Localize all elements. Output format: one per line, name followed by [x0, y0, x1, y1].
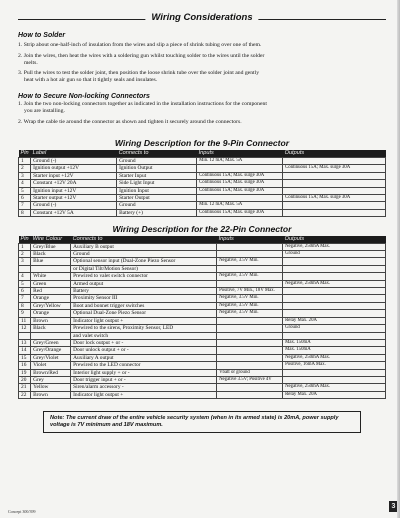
- cell-connects: Battery: [71, 288, 217, 295]
- cell-outputs: [283, 209, 386, 216]
- title-bar: [18, 12, 386, 26]
- cell-inputs: [217, 265, 283, 272]
- cell-outputs: Negative, 250mA Max.: [283, 384, 386, 391]
- cell-pin: 12: [19, 325, 31, 332]
- cell-label: Grey/Blue: [31, 243, 71, 250]
- cell-connects: Siren/alarm accessory -: [71, 384, 217, 391]
- cell-label: Black: [31, 251, 71, 258]
- cell-outputs: [283, 258, 386, 265]
- cell-pin: 3: [19, 172, 31, 179]
- cell-outputs: Relay Max. 20A: [283, 317, 386, 324]
- cell-label: Constant +12V 20A: [31, 180, 117, 187]
- cell-connects: Battery (+): [117, 209, 197, 216]
- table-9pin-header: [19, 150, 386, 157]
- cell-pin: 14: [19, 347, 31, 354]
- table-row: [19, 194, 386, 201]
- cell-inputs: Negative, 3.5V Min.: [217, 295, 283, 302]
- connectors-heading: How to Secure Non-locking Connectors: [18, 92, 150, 100]
- cell-label: Grey: [31, 376, 71, 383]
- cell-pin: 9: [19, 310, 31, 317]
- cell-label: Grey/Violet: [31, 354, 71, 361]
- cell-inputs: Vbatt or ground: [217, 369, 283, 376]
- table-9pin-title: Wiring Description for the 9-Pin Connector: [114, 138, 290, 149]
- cell-pin: [19, 265, 31, 272]
- cell-inputs: [197, 165, 283, 172]
- cell-connects: Proximity Sensor III: [71, 295, 217, 302]
- cell-outputs: Negative, 250mA Max.: [283, 280, 386, 287]
- cell-inputs: [217, 325, 283, 332]
- cell-inputs: [197, 194, 283, 201]
- cell-pin: 6: [19, 288, 31, 295]
- cell-label: Black: [31, 325, 71, 332]
- cell-outputs: [283, 310, 386, 317]
- table-row: [19, 180, 386, 187]
- cell-outputs: [283, 295, 386, 302]
- cell-label: Ground (-): [31, 157, 117, 164]
- cell-inputs: Continuous 15A; Max. surge 30A: [197, 172, 283, 179]
- cell-inputs: [217, 339, 283, 346]
- table-row: [19, 369, 386, 376]
- cell-connects: Starter Output: [117, 194, 197, 201]
- cell-connects: Ground: [117, 157, 197, 164]
- table-row: [19, 391, 386, 398]
- cell-inputs: [217, 362, 283, 369]
- cell-label: Green: [31, 280, 71, 287]
- table-row: [19, 280, 386, 287]
- cell-connects: or Digital Tilt/Motion Sensor): [71, 265, 217, 272]
- cell-pin: 7: [19, 202, 31, 209]
- cell-connects: Ground: [117, 202, 197, 209]
- cell-outputs: [283, 157, 386, 164]
- table-row: [19, 258, 386, 265]
- cell-label: Orange: [31, 295, 71, 302]
- cell-label: Blue: [31, 258, 71, 265]
- cell-outputs: Negative, 250mA Max.: [283, 243, 386, 250]
- cell-connects: Armed output: [71, 280, 217, 287]
- cell-inputs: [217, 280, 283, 287]
- cell-pin: 5: [19, 280, 31, 287]
- cell-connects: Ground: [71, 251, 217, 258]
- cell-connects: Optional sensor input (Dual-Zone Piezo Sensor: [71, 258, 217, 265]
- cell-label: [31, 332, 71, 339]
- cell-connects: Auxiliary B output: [71, 243, 217, 250]
- table-row: [19, 157, 386, 164]
- cell-pin: 8: [19, 302, 31, 309]
- cell-connects: Starter Input: [117, 172, 197, 179]
- cell-pin: 1: [19, 157, 31, 164]
- cell-label: Yellow: [31, 384, 71, 391]
- cell-pin: 5: [19, 187, 31, 194]
- cell-pin: 1: [19, 243, 31, 250]
- cell-connects: Auxiliary A output: [71, 354, 217, 361]
- table-row: [19, 376, 386, 383]
- table-row: [19, 317, 386, 324]
- cell-outputs: [283, 180, 386, 187]
- table-row: [19, 165, 386, 172]
- cell-inputs: [217, 332, 283, 339]
- cell-connects: Boot and bonnet trigger switches: [71, 302, 217, 309]
- cell-pin: 4: [19, 180, 31, 187]
- table-row: [19, 310, 386, 317]
- cell-outputs: Continuous 15A; Max. surge 30A: [283, 194, 386, 201]
- table-row: [19, 302, 386, 309]
- cell-connects: Ignition Input: [117, 187, 197, 194]
- footer-model: Concept 300/399: [8, 509, 36, 514]
- connectors-step-2: 2. Wrap the cable tie around the connector as shown and tighten it securely around the connectors.: [18, 118, 242, 125]
- cell-outputs: Positive, 16mA Max.: [283, 362, 386, 369]
- cell-inputs: Negative, 3.5V Min.: [217, 310, 283, 317]
- table-row: [19, 354, 386, 361]
- cell-inputs: Continuous 15A; Max. surge 30A: [197, 187, 283, 194]
- solder-step-2: 2. Join the wires, then heat the wires with a soldering gun whilst touching solder to the wires until the solder: [18, 52, 265, 59]
- cell-inputs: Negative, 3.5V Min.: [217, 258, 283, 265]
- cell-outputs: Ground: [283, 325, 386, 332]
- col-wire-colour: Wire Colour: [31, 236, 71, 243]
- cell-outputs: Relay Max. 20A: [283, 391, 386, 398]
- cell-pin: 21: [19, 384, 31, 391]
- cell-connects: Indicator light output +: [71, 317, 217, 324]
- cell-connects: Optional Dual-Zone Piezo Sensor: [71, 310, 217, 317]
- table-row: [19, 209, 386, 216]
- cell-pin: 13: [19, 339, 31, 346]
- table-row: [19, 187, 386, 194]
- cell-inputs: [217, 391, 283, 398]
- cell-connects: Ignition Output: [117, 165, 197, 172]
- cell-outputs: [283, 172, 386, 179]
- page-number: 3: [389, 501, 398, 512]
- solder-heading: How to Solder: [18, 32, 66, 39]
- cell-outputs: Negative, 250mA Max.: [283, 354, 386, 361]
- table-row: [19, 202, 386, 209]
- table-row: [19, 339, 386, 346]
- cell-outputs: [283, 273, 386, 280]
- cell-label: Violet: [31, 362, 71, 369]
- cell-pin: 22: [19, 391, 31, 398]
- cell-label: Brown: [31, 317, 71, 324]
- cell-outputs: Max. 150mA: [283, 347, 386, 354]
- cell-inputs: [217, 384, 283, 391]
- cell-label: Red: [31, 288, 71, 295]
- cell-inputs: [217, 354, 283, 361]
- table-row: [19, 172, 386, 179]
- cell-label: Ground (-): [31, 202, 117, 209]
- table-row: [19, 332, 386, 339]
- cell-label: Grey/Yellow: [31, 302, 71, 309]
- cell-label: Starter input +12V: [31, 172, 117, 179]
- col-pin: Pin: [20, 150, 29, 157]
- table-22pin-header: [19, 236, 386, 243]
- cell-inputs: Negative 3.5V; Positive 4V: [217, 376, 283, 383]
- table-22pin-title: Wiring Description for the 22-Pin Connector: [112, 224, 292, 235]
- connectors-step-1: 1. Join the two non-locking connectors together as indicated in the installation instructions for the component: [18, 100, 267, 107]
- col-outputs: Outputs: [283, 236, 386, 243]
- cell-inputs: Continuous 15A; Max. surge 30A: [197, 209, 283, 216]
- col-label: Label: [31, 150, 117, 157]
- cell-label: Grey/Green: [31, 339, 71, 346]
- table-9pin: [18, 150, 386, 217]
- cell-label: Starter output +12V: [31, 194, 117, 201]
- cell-connects: Side Light Input: [117, 180, 197, 187]
- cell-connects: Prewired to the sirens, Proximity Sensor, LED: [71, 325, 217, 332]
- cell-connects: Door lock output + or -: [71, 339, 217, 346]
- cell-pin: 16: [19, 362, 31, 369]
- table-row: [19, 325, 386, 332]
- col-outputs: Outputs: [283, 150, 386, 157]
- cell-outputs: Continuous 15A; Max. surge 30A: [283, 165, 386, 172]
- current-draw-note: Note: The current draw of the entire vehicle security system (when in its armed state) is 20mA, power supply voltage is 7V minimum and 18V maximum.: [43, 411, 361, 433]
- table-row: [19, 265, 386, 272]
- cell-outputs: [283, 288, 386, 295]
- cell-pin: 4: [19, 273, 31, 280]
- cell-label: Brown: [31, 391, 71, 398]
- table-row: [19, 362, 386, 369]
- cell-label: Constant +12V 5A: [31, 209, 117, 216]
- cell-label: Grey/Orange: [31, 347, 71, 354]
- table-row: [19, 243, 386, 250]
- col-inputs: Inputs: [197, 150, 283, 157]
- cell-outputs: [283, 369, 386, 376]
- table-row: [19, 273, 386, 280]
- col-connects: Connects to: [117, 150, 197, 157]
- table-row: [19, 288, 386, 295]
- page-title: Wiring Considerations: [145, 12, 258, 23]
- cell-pin: 2: [19, 251, 31, 258]
- cell-label: Ignition output +12V: [31, 165, 117, 172]
- cell-pin: 11: [19, 317, 31, 324]
- cell-connects: Door unlock output + or -: [71, 347, 217, 354]
- cell-pin: [19, 332, 31, 339]
- cell-pin: 15: [19, 354, 31, 361]
- cell-connects: Prewired to valet switch connector: [71, 273, 217, 280]
- cell-outputs: [283, 376, 386, 383]
- cell-outputs: [283, 302, 386, 309]
- cell-label: [31, 265, 71, 272]
- col-connects: Connects to: [71, 236, 217, 243]
- cell-connects: Indicator light output +: [71, 391, 217, 398]
- cell-inputs: [217, 251, 283, 258]
- cell-connects: Door trigger input + or -: [71, 376, 217, 383]
- table-row: [19, 347, 386, 354]
- cell-pin: 19: [19, 369, 31, 376]
- col-inputs: Inputs: [217, 236, 283, 243]
- cell-inputs: Negative, 3.5V Min.: [217, 273, 283, 280]
- table-22pin: [18, 236, 386, 399]
- cell-inputs: [217, 317, 283, 324]
- cell-label: White: [31, 273, 71, 280]
- table-row: [19, 384, 386, 391]
- solder-step-2-cont: melts.: [24, 59, 38, 66]
- cell-outputs: Max. 150mA: [283, 339, 386, 346]
- cell-inputs: Positive, 7V Min., 18V Max.: [217, 288, 283, 295]
- cell-inputs: Continuous 15A; Max. surge 30A: [197, 180, 283, 187]
- cell-pin: 8: [19, 209, 31, 216]
- solder-step-3-cont: heat with a hot air gun so that it tightly seals and insulates.: [24, 77, 158, 84]
- cell-pin: 3: [19, 258, 31, 265]
- cell-inputs: [217, 347, 283, 354]
- solder-step-3: 3. Pull the wires to test the solder joint, then position the loose shrink tube over the solder joint and gently: [18, 70, 260, 77]
- cell-inputs: Min. 12 mA; Max. 5A: [197, 157, 283, 164]
- col-pin: Pin: [20, 236, 29, 243]
- cell-pin: 20: [19, 376, 31, 383]
- cell-pin: 7: [19, 295, 31, 302]
- cell-outputs: Ground: [283, 251, 386, 258]
- cell-connects: Interior light supply + or -: [71, 369, 217, 376]
- cell-outputs: [283, 332, 386, 339]
- cell-pin: 2: [19, 165, 31, 172]
- cell-connects: and valet switch: [71, 332, 217, 339]
- cell-outputs: [283, 187, 386, 194]
- table-row: [19, 295, 386, 302]
- cell-inputs: Min. 12 mA; Max. 5A: [197, 202, 283, 209]
- connectors-step-1-cont: you are installing.: [24, 107, 65, 114]
- cell-label: Brown/Red: [31, 369, 71, 376]
- cell-connects: Prewired to the LED connector: [71, 362, 217, 369]
- solder-step-1: 1. Strip about one-half-inch of insulation from the wires and slip a piece of shrink tubing over one of them.: [18, 42, 262, 48]
- table-row: [19, 251, 386, 258]
- cell-inputs: [217, 243, 283, 250]
- cell-label: Ignition input +12V: [31, 187, 117, 194]
- cell-outputs: [283, 202, 386, 209]
- cell-label: Orange: [31, 310, 71, 317]
- cell-outputs: [283, 265, 386, 272]
- cell-inputs: Negative, 3.5V Min.: [217, 302, 283, 309]
- cell-pin: 6: [19, 194, 31, 201]
